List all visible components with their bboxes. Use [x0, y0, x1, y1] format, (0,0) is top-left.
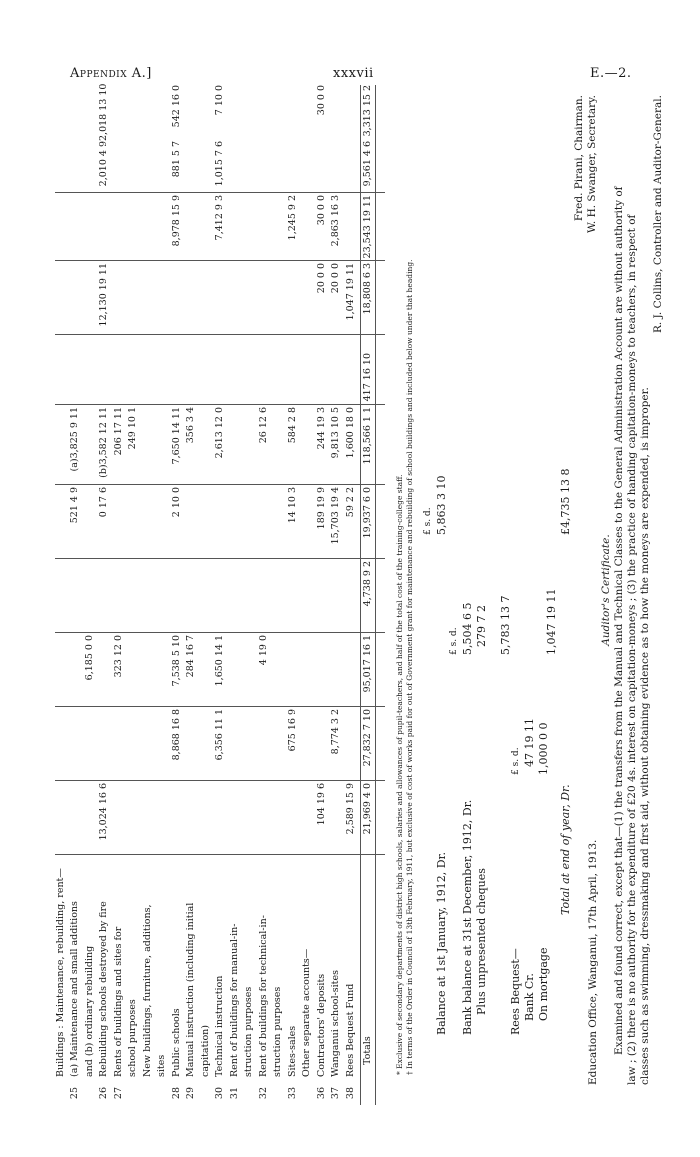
auditor-certificate: [600, 95, 665, 1085]
table-row: [345, 85, 357, 1105]
table-row: [200, 85, 212, 1105]
row-description: and (b) ordinary rebuilding: [83, 945, 95, 1077]
table-cell: 0 17 6: [98, 487, 109, 518]
office-date: Education Office, Wanganui, 17th April, 1913.: [587, 839, 599, 1085]
table-cell: 26 12 6: [257, 407, 269, 444]
table-row: [214, 85, 226, 1105]
opening-balance-value: 5,863 3 10: [435, 475, 448, 535]
auditor-paragraph: law ; (2) there is no authority for the expenditure of £20 4s. interest on capitation-moneys ; (3) the practice of handing capitation-moneys to teachers, in respect of: [626, 214, 638, 1085]
rees-total: 1,047 19 11: [545, 588, 558, 655]
table-row: [127, 85, 139, 1105]
table-cell: 2,018 13 10: [98, 83, 109, 141]
line-number: 31: [228, 1087, 240, 1100]
table-cell: 4 19 0: [257, 635, 269, 666]
line-number: 29: [185, 1087, 196, 1100]
totals-cell: 417 16 10: [362, 353, 373, 402]
unpresented-value: 279 7 2: [475, 605, 488, 647]
totals-rule: [360, 85, 361, 1105]
bank-balance-label: Bank balance at 31st December, 1912, Dr.: [461, 799, 474, 1035]
section-title: Buildings : Maintenance, rebuilding, rent—: [55, 868, 66, 1077]
row-description: Wanganui school-sites: [330, 970, 341, 1077]
rotated-content: [55, 83, 664, 1105]
table-cell: 13,024 16 6: [98, 783, 109, 841]
table-cell: 15,703 19 4: [330, 487, 341, 545]
table-cell: 7 10 0: [214, 85, 225, 116]
line-number: 37: [330, 1087, 341, 1100]
lsd-heading: £ s. d.: [423, 507, 433, 535]
row-description: Other separate accounts—: [301, 948, 312, 1077]
table-row: [258, 85, 270, 1105]
table-cell: 104 19 6: [315, 783, 327, 826]
lsd-heading: £ s. d.: [511, 747, 521, 775]
table-cell: (a)3,825 9 11: [69, 407, 80, 472]
year-end-total-value: £4,735 13 8: [559, 468, 572, 535]
table-cell: 206 17 11: [112, 407, 124, 456]
table-row: [185, 85, 197, 1105]
ledger-table: [55, 85, 385, 1105]
table-row: [301, 85, 313, 1105]
auditor-signature: R. J. Collins, Controller and Auditor-General.: [652, 95, 664, 334]
table-cell: 542 16 0: [170, 85, 182, 128]
table-cell: (b)3,582 12 11: [98, 407, 109, 478]
totals-cell: 18,808 6 3: [362, 263, 373, 315]
row-description: (a) Maintenance and small additions: [69, 901, 80, 1077]
table-cell: 675 16 9: [286, 709, 298, 752]
row-description: Rent of buildings for manual-in-: [228, 923, 240, 1077]
mortgage-value: 1,000 0 0: [537, 722, 550, 775]
row-description: Sites-sales: [286, 1025, 298, 1077]
table-cell: 2 10 0: [170, 487, 182, 518]
row-description: Rees Bequest Fund: [344, 983, 356, 1077]
header-appendix: Appendix A.]: [70, 66, 152, 81]
table-cell: 2,613 12 0: [214, 407, 225, 459]
table-cell: 1,047 19 11: [344, 263, 356, 321]
table-cell: 20 0 0: [330, 263, 341, 294]
line-number: 27: [112, 1087, 124, 1100]
row-description: struction purposes: [243, 986, 254, 1077]
line-number: 33: [286, 1087, 298, 1100]
table-cell: 14 10 3: [286, 487, 298, 524]
totals-label: Totals: [362, 1036, 373, 1065]
line-number: 25: [69, 1087, 80, 1100]
table-cell: 7,538 5 10: [170, 635, 182, 687]
bank-credit-label: Bank Cr.: [523, 973, 536, 1021]
line-number: 38: [344, 1087, 356, 1100]
table-cell: 30 0 0: [315, 195, 327, 226]
table-cell: 59 2 2: [344, 487, 356, 518]
row-description: Rebuilding schools destroyed by fire: [98, 901, 109, 1077]
table-cell: 6,356 11 1: [214, 709, 225, 761]
table-cell: 284 16 7: [185, 635, 196, 678]
table-cell: 9,813 10 5: [330, 407, 341, 459]
table-cell: 584 2 8: [286, 407, 298, 444]
year-end-total-label: Total at end of year, Dr.: [559, 784, 572, 915]
table-row: [84, 85, 96, 1105]
table-cell: 7,650 14 11: [170, 407, 182, 465]
table-row: [243, 85, 255, 1105]
balance-summary: [423, 135, 572, 1035]
table-row: [156, 85, 168, 1105]
table-cell: 249 10 1: [127, 407, 138, 450]
table-cell: 7,412 9 3: [214, 195, 225, 241]
totals-cell: 23,543 19 11: [362, 195, 373, 259]
table-row: [171, 85, 183, 1105]
table-cell: 8,774 3 2: [330, 709, 341, 755]
totals-cell: 118,566 1 1: [362, 407, 373, 465]
mortgage-label: On mortgage: [537, 947, 550, 1021]
header-page-number: xxxvii: [333, 66, 374, 81]
row-description: Technical instruction: [214, 975, 225, 1077]
section-title-row: [55, 85, 67, 1105]
table-cell: 244 19 3: [315, 407, 327, 450]
row-description: capitation): [199, 1025, 211, 1077]
bank-balance-value: 5,504 6 5: [461, 602, 474, 655]
table-cell: 1,245 9 2: [286, 195, 298, 241]
table-cell: 20 0 0: [315, 263, 327, 294]
table-cell: 1,600 18 0: [344, 407, 356, 459]
table-cell: 8,978 15 9: [170, 195, 182, 247]
table-row: [229, 85, 241, 1105]
totals-cell: 9,561 4 6: [362, 141, 373, 187]
row-description: Manual instruction (including initial: [185, 902, 196, 1077]
line-number: 32: [257, 1087, 269, 1100]
signatures: [573, 95, 599, 465]
table-cell: 8,868 16 8: [170, 709, 182, 761]
totals-cell: 95,017 16 1: [362, 635, 373, 693]
table-cell: 881 5 7: [170, 141, 182, 178]
rees-bequest-label: Rees Bequest—: [509, 948, 522, 1035]
totals-row: [362, 85, 374, 1105]
auditor-title: Auditor's Certificate.: [600, 534, 612, 646]
table-cell: 1,650 14 1: [214, 635, 225, 687]
table-cell: 12,130 19 11: [98, 263, 109, 327]
table-cell: 356 3 4: [185, 407, 196, 444]
table-row: [113, 85, 125, 1105]
bank-credit-value: 47 19 11: [523, 718, 536, 767]
totals-cell: 4,738 9 2: [362, 561, 373, 607]
totals-cell: 27,832 7 10: [362, 709, 373, 767]
row-description: Contractors' deposits: [315, 973, 327, 1077]
footnote: † In terms of the Order in Council of 13th February, 1911, but exclusive of cost of works paid for out of Government grant for maintenance and rebuilding of school buildings and included below under that heading.: [405, 259, 414, 1075]
table-cell: 2,010 4 9: [98, 141, 109, 187]
table-cell: 2,589 15 9: [344, 783, 356, 835]
row-description: Rents of buildings and sites for: [112, 926, 124, 1077]
table-row: [272, 85, 284, 1105]
row-description: sites: [156, 1054, 167, 1077]
unpresented-label: Plus unpresented cheques: [475, 868, 488, 1015]
secretary-signature: W. H. Swanger, Secretary.: [586, 95, 598, 234]
row-description: New buildings, furniture, additions,: [141, 904, 153, 1077]
table-row: [98, 85, 110, 1105]
footnotes: [395, 115, 415, 1075]
table-cell: 323 12 0: [112, 635, 124, 678]
table-cell: 6,185 0 0: [83, 635, 95, 681]
table-row: [69, 85, 81, 1105]
totals-cell: 19,937 6 0: [362, 487, 373, 539]
header-reference: E.—2.: [590, 66, 632, 81]
table-row: [330, 85, 342, 1105]
table-cell: 1,015 7 6: [214, 141, 225, 187]
row-description: struction purposes: [272, 986, 283, 1077]
line-number: 30: [214, 1087, 225, 1100]
footnote: * Exclusive of secondary departments of district high schools, salaries and allowances of pupil-teachers, and half of the total cost of the training-college staff.: [395, 474, 404, 1075]
opening-balance-label: Balance at 1st January, 1912, Dr.: [435, 851, 448, 1035]
lsd-heading: £ s. d.: [449, 627, 459, 655]
row-description: school purposes: [127, 999, 138, 1077]
table-cell: 521 4 9: [69, 487, 80, 524]
line-number: 26: [98, 1087, 109, 1100]
table-cell: 30 0 0: [315, 85, 327, 116]
auditor-paragraph: Examined and found correct, except that—(1) the transfers from the Manual and Technical Classes to the General Administration Account are without authority of: [613, 186, 625, 1055]
table-row: [316, 85, 328, 1105]
row-description: Public schools: [170, 1008, 182, 1077]
bank-balance-total: 5,783 13 7: [499, 595, 512, 655]
chairman-signature: Fred. Pirani, Chairman.: [573, 95, 585, 222]
totals-cell: 3,313 15 2: [362, 85, 373, 137]
line-number: 36: [315, 1087, 327, 1100]
row-description: Rent of buildings for technical-in-: [257, 915, 269, 1077]
totals-cell: 21,969 4 0: [362, 783, 373, 835]
totals-rule-bottom: [375, 85, 376, 1105]
table-row: [142, 85, 154, 1105]
line-number: 28: [170, 1087, 182, 1100]
table-cell: 2,863 16 3: [330, 195, 341, 247]
table-row: [287, 85, 299, 1105]
table-cell: 189 19 9: [315, 487, 327, 530]
auditor-paragraph: classes such as swimming, dressmaking and first aid, without obtaining evidence as to how the moneys are expended, is improper.: [639, 387, 651, 1085]
